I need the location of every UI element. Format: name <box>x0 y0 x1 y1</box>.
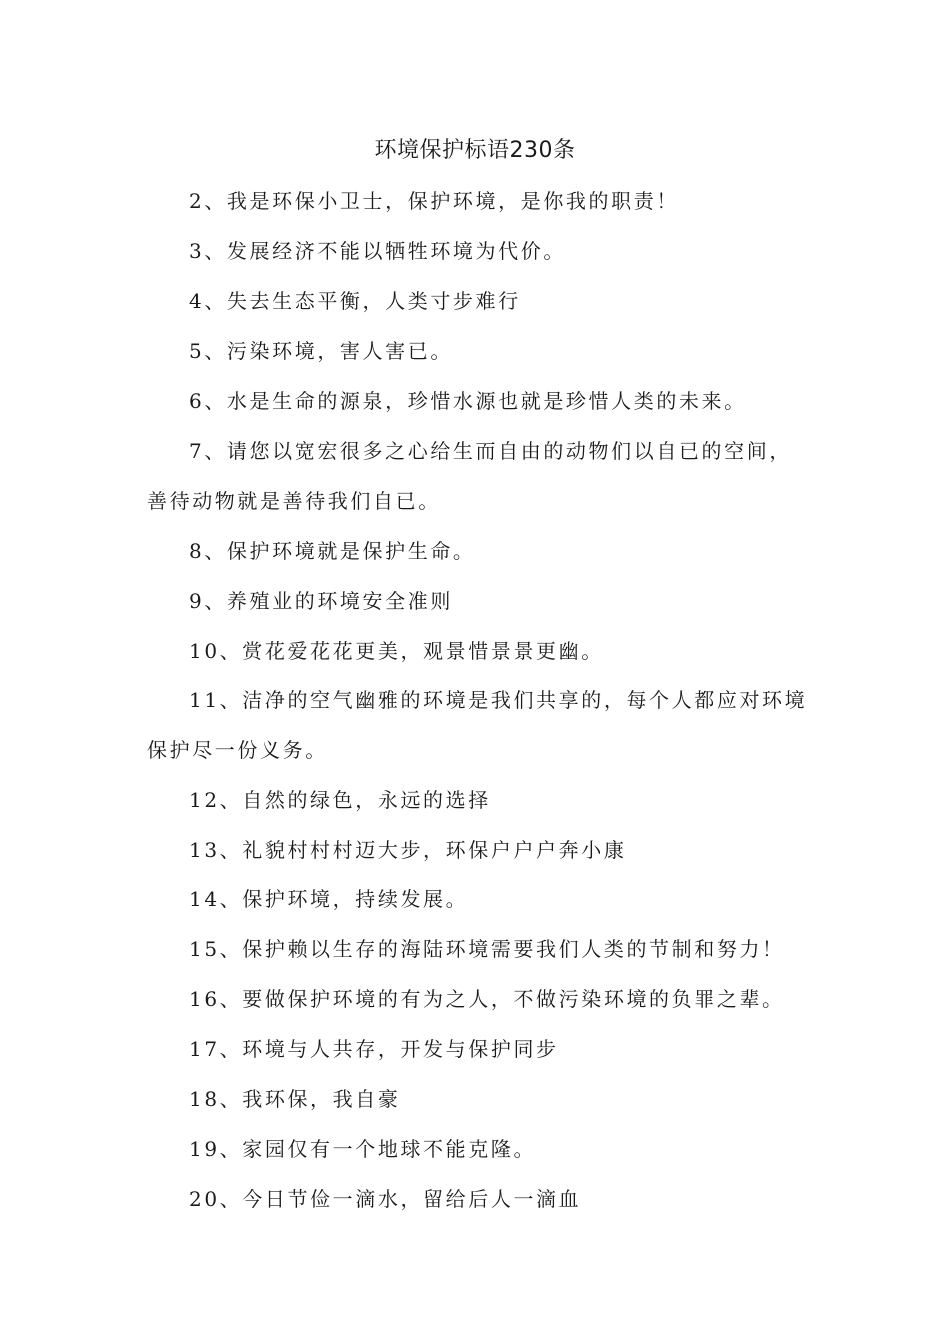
slogan-item-12: 12、自然的绿色，永远的选择 <box>189 788 491 812</box>
slogan-item-9: 9、养殖业的环境安全准则 <box>189 589 453 613</box>
slogan-item-10: 10、赏花爱花花更美，观景惜景景更幽。 <box>189 639 604 663</box>
slogan-item-16: 16、要做保护环境的有为之人，不做污染环境的负罪之辈。 <box>189 987 785 1011</box>
slogan-item-4: 4、失去生态平衡，人类寸步难行 <box>189 289 521 313</box>
slogan-item-14: 14、保护环境，持续发展。 <box>189 887 469 911</box>
slogan-item-11: 11、洁净的空气幽雅的环境是我们共享的，每个人都应对环境保护尽一份义务。 <box>147 688 808 762</box>
slogan-item-2: 2、我是环保小卫士，保护环境，是你我的职责！ <box>189 189 679 213</box>
slogan-item-8: 8、保护环境就是保护生命。 <box>189 539 476 563</box>
slogan-item-5: 5、污染环境，害人害已。 <box>189 339 453 363</box>
slogan-item-3: 3、发展经济不能以牺牲环境为代价。 <box>189 239 566 263</box>
slogan-item-6: 6、水是生命的源泉，珍惜水源也就是珍惜人类的未来。 <box>189 389 747 413</box>
slogan-item-15: 15、保护赖以生存的海陆环境需要我们人类的节制和努力！ <box>189 937 785 961</box>
slogan-item-17: 17、环境与人共存，开发与保护同步 <box>189 1037 559 1061</box>
slogan-item-18: 18、我环保，我自豪 <box>189 1087 401 1111</box>
slogan-item-19: 19、家园仅有一个地球不能克隆。 <box>189 1137 537 1161</box>
slogan-item-20: 20、今日节俭一滴水，留给后人一滴血 <box>189 1187 582 1211</box>
slogan-item-7: 7、请您以宽宏很多之心给生而自由的动物们以自已的空间，善待动物就是善待我们自已。 <box>147 439 792 513</box>
document-title: 环境保护标语230条 <box>374 138 576 163</box>
slogan-item-13: 13、礼貌村村村迈大步，环保户户户奔小康 <box>189 838 627 862</box>
